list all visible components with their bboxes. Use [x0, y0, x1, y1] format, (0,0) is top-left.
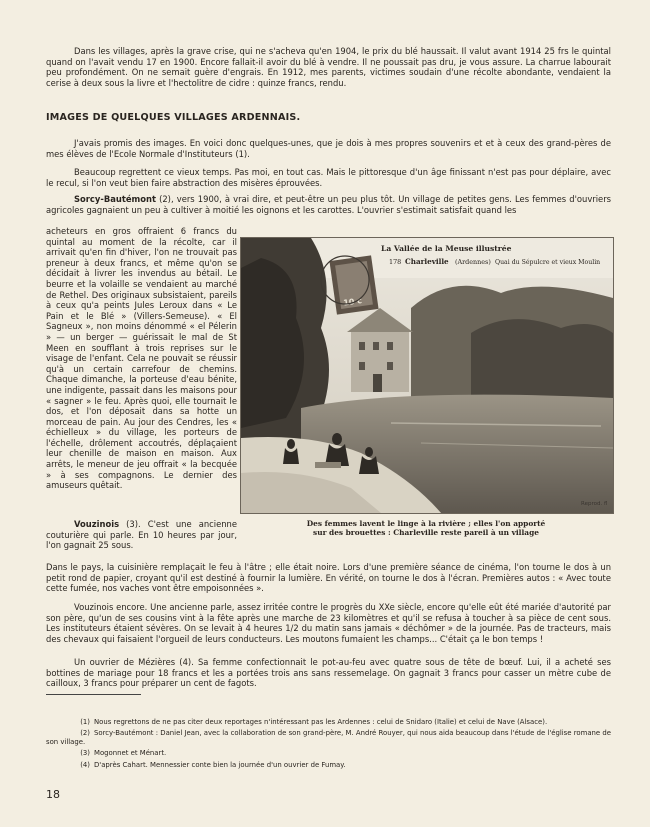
footnote-text: Sorcy-Bautémont : Daniel Jean, avec la collaboration de son grand-père, M. André Rouyer, qui nous aida beaucoup dans l'étude de l'église romane de son village. [46, 729, 611, 746]
footnote-divider [46, 694, 141, 695]
caption-line-1: Des femmes lavent le linge à la rivière ; elles l'on apporté [306, 519, 546, 528]
paragraph-vouzinois [46, 519, 237, 551]
postcard-illustration [241, 238, 613, 513]
footnote-text: Mogonnet et Ménart. [94, 749, 167, 757]
footnote [46, 761, 611, 770]
footnote [46, 749, 611, 758]
footnote-text: Nous regrettons de ne pas citer deux reportages n'intéressant pas les Ardennes : celui de Snidaro (Italie) et celui de Nave (Alsace). [94, 718, 548, 726]
village-name-sorcy: Sorcy-Bautémont [74, 194, 156, 204]
postcard-photo [240, 237, 614, 514]
paragraph-sorcy-text: (2), vers 1900, à vrai dire, et peut-être un peu plus tôt. Un village de petites gens. Les femmes d'ouvriers agricoles gagnaient un peu à cultiver à moitié les oignons et les carottes. L'ouvrier s'estimait satisfait quand les [46, 194, 611, 215]
footnote-number: (3) [80, 749, 90, 757]
paragraph-vouzinois-encore: Vouzinois encore. Une ancienne parle, assez irritée contre le progrès du XXe siècle, encore qu'elle eût été mariée d'autorité par son père, qu'un de ses cousins vint à la fête après une marche de 23 kilomètres et qu'il se refusa à toucher à sa pièce de cent sous. Les instituteurs étaient sévères. On se levait à 4 heures 1/2 du matin sans jamais « déchômer » de la journée. Pas de tracteurs, mais des chevaux qui faisaient l'orgueil de leurs conducteurs. Les moutons fumaient les champs... C'était ça le bon temps ! [46, 602, 611, 644]
postcard-subtitle: Quai du Sépulcre et vieux Moulin [495, 259, 601, 266]
paragraph-images-intro: J'avais promis des images. En voici donc quelques-unes, que je dois à mes propres souvenirs et et à ceux des grand-pères de mes élèves de l'Ecole Normale d'Instituteurs (1). [46, 138, 611, 159]
caption-line-2: sur des brouettes : Charleville reste pareil à un village [313, 528, 539, 538]
repro-credit: Reprod. fl [581, 501, 608, 507]
page-number: 18 [46, 788, 60, 801]
footnote [46, 729, 611, 747]
footnote-number: (4) [80, 761, 90, 769]
photo-caption [250, 519, 602, 538]
footnote-number: (1) [80, 718, 90, 726]
footnote-number: (2) [80, 729, 90, 737]
postcard-number: 178 [389, 258, 402, 266]
footnote-text: D'après Cahart. Mennessier conte bien la journée d'un ouvrier de Fumay. [94, 761, 346, 769]
postage-stamp-icon [329, 255, 378, 314]
paragraph-wheat-prices: Dans les villages, après la grave crise, qui ne s'acheva qu'en 1904, le prix du blé haussait. Il valut avant 1914 25 frs le quintal quand on l'avait vendu 17 en 1900. Encore fallait-il avoir du blé à vendre. Il ne poussait pas dru, je vous assure. La charrue labourait peu profondément. On ne semait guère d'engrais. En 1912, mes parents, victimes soudain d'une récolte abondante, vendaient la cerise à deux sous la livre et l'hectolitre de cidre : quinze francs, rendu. [46, 46, 611, 88]
paragraph-sorcy-continued: acheteurs en gros offraient 6 francs du quintal au moment de la récolte, car il arrivait qu'en fin d'hiver, l'on ne trouvait pas preneur à deux francs, et même qu'on se décidait à livrer les invendus au bétail. Le beurre et la volaille se vendaient au marché de Rethel. Des originaux subsistaient, pareils à ceux qu'a peints Jules Leroux dans « Le Pain et le Blé » (Villers-Semeuse). « El Sagneux », non moins dénommé « el Pélerin » — un berger — guérissait le mal de St Meen en soufflant à trois reprises sur le visage de l'enfant. Cela ne pouvait se réussir qu'à un certain carrefour de chemins. Chaque dimanche, la porteuse d'eau bénite, une indigente, passait dans les maisons pour « sagner » le feu. Après quoi, elle tournait le dos, et l'on déposait dans sa hotte un morceau de pain. Au jour des Cendres, les « échielleux » du village, les porteurs de l'échelle, drôlement accoutrés, déplaçaient leur chenille de maison en maison. Aux arrêts, le meneur de jeu offrait « la becquée » à ses compagnons. Le dernier des amuseurs quêtait. [46, 226, 237, 491]
postcard-place: Charleville [405, 257, 449, 266]
stamp-value: 10 c [342, 296, 363, 308]
paragraph-vouzinois-text: (3). C'est une ancienne couturière qui parle. En 10 heures par jour, l'on gagnait 25 sous. [46, 519, 237, 551]
section-heading: IMAGES DE QUELQUES VILLAGES ARDENNAIS. [46, 112, 301, 123]
village-name-vouzinois: Vouzinois [74, 519, 120, 529]
footnote [46, 718, 611, 727]
paragraph-sorcy [46, 194, 611, 215]
postcard-department: (Ardennes) [455, 258, 491, 266]
paragraph-old-times: Beaucoup regrettent ce vieux temps. Pas moi, en tout cas. Mais le pittoresque d'un âge finissant n'est pas pour déplaire, avec le recul, si l'on veut bien faire abstraction des misères éprouvées. [46, 167, 611, 188]
paragraph-vouzinois-continued: Dans le pays, la cuisinière remplaçait le feu à l'âtre ; elle était noire. Lors d'une première séance de cinéma, l'on tourne le dos à un petit rond de papier, croyant qu'il est destiné à fournir la lumière. En vérité, on tourne le dos à l'écran. Premières autos : « Avec toute cette fumée, nos vaches vont être empoisonnées ». [46, 562, 611, 594]
postcard-series-title: La Vallée de la Meuse illustrée [381, 244, 512, 253]
paragraph-mezieres: Un ouvrier de Mézières (4). Sa femme confectionnait le pot-au-feu avec quatre sous de tête de bœuf. Lui, il a acheté ses bottines de mariage pour 18 francs et les a portées trois ans sans ressemelage. On gagnait 3 francs pour casser un mètre cube de cailloux, 3 francs pour préparer un cent de fagots. [46, 657, 611, 689]
